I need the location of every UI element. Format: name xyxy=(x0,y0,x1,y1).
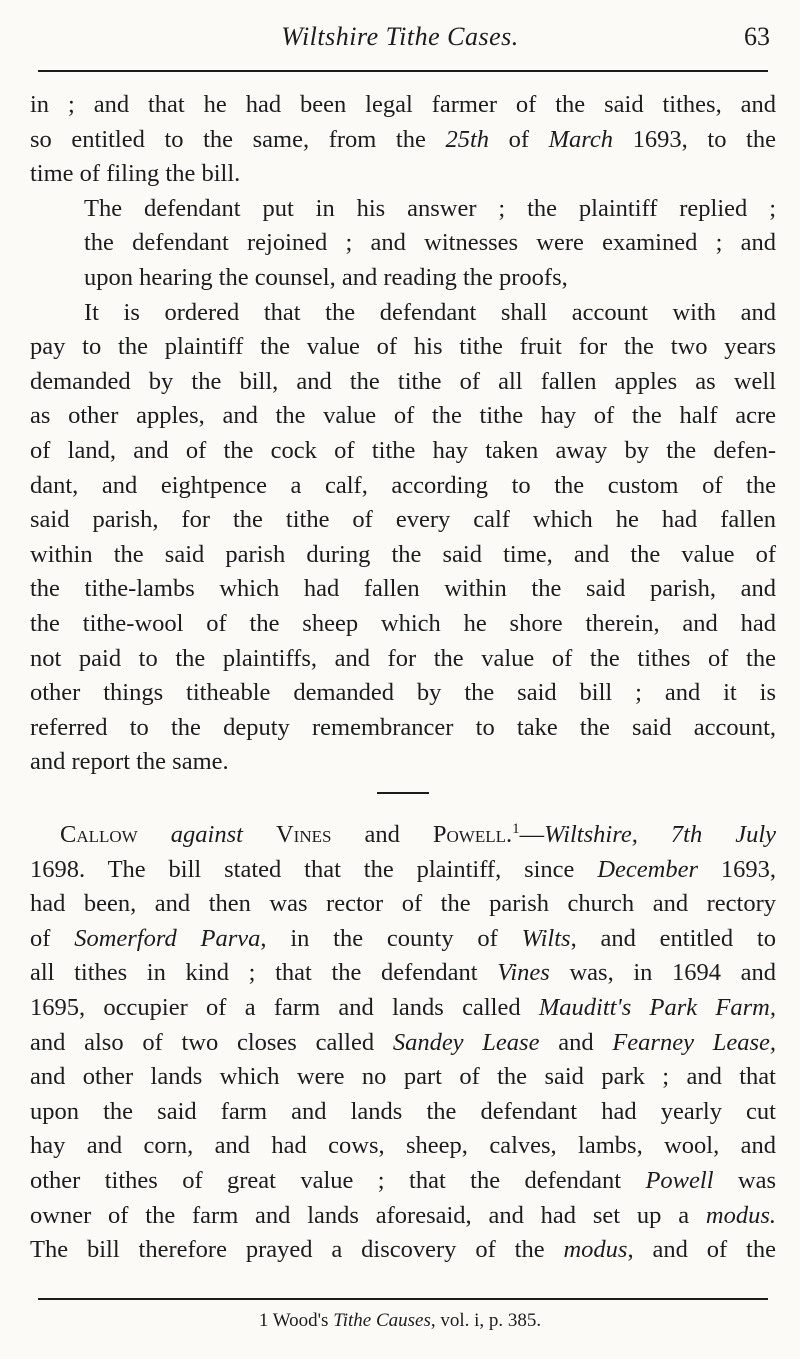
page-number: 63 xyxy=(744,22,770,51)
text-line: had been, and then was rector of the parish church and rectory xyxy=(30,890,776,918)
body-text xyxy=(30,88,776,1268)
case-party: Callow xyxy=(60,821,138,849)
text-line: of land, and of the cock of tithe hay taken away by the defen- xyxy=(30,436,776,464)
case-party: Vines xyxy=(275,821,332,849)
text-line: and also of two closes called Sandey Lease and Fearney Lease, xyxy=(30,1028,776,1056)
text-line: demanded by the bill, and the tithe of all fallen apples as well xyxy=(30,367,776,395)
text-line: dant, and eightpence a calf, according to the custom of the xyxy=(30,471,776,499)
text-line: pay to the plaintiff the value of his tithe fruit for the two years xyxy=(30,333,776,361)
page-header xyxy=(0,18,800,58)
text-line: other things titheable demanded by the said bill ; and it is xyxy=(30,679,776,707)
footnote-rule xyxy=(38,1298,768,1300)
text-line: in ; and that he had been legal farmer of the said tithes, and xyxy=(30,91,776,118)
footnote: 1 Wood's Tithe Causes, vol. i, p. 385. xyxy=(258,1310,542,1331)
text-line: the tithe-lambs which had fallen within the said parish, and xyxy=(30,575,776,603)
text-line: and other lands which were no part of the said park ; and that xyxy=(30,1063,776,1091)
text-line: so entitled to the same, from the 25th of March 1693, to the xyxy=(30,125,776,153)
text-line: The defendant put in his answer ; the plaintiff replied ; xyxy=(84,194,776,222)
paragraph-1 xyxy=(30,88,776,192)
text-line: of Somerford Parva, in the county of Wilts, and entitled to xyxy=(30,924,776,952)
text-line: referred to the deputy remembrancer to take the said account, xyxy=(30,713,776,741)
case-party: Powell. xyxy=(432,821,513,849)
text-line: and report the same. xyxy=(30,748,229,776)
text-line: the tithe-wool of the sheep which he shore therein, and had xyxy=(30,609,776,637)
text-line: It is ordered that the defendant shall account with and xyxy=(84,298,776,326)
running-title: Wiltshire Tithe Cases. xyxy=(281,22,519,51)
paragraph-4 xyxy=(30,812,776,1268)
text-line: said parish, for the tithe of every calf which he had fallen xyxy=(30,506,776,534)
footnote-number: 1 xyxy=(258,1310,269,1331)
text-line: the defendant rejoined ; and witnesses were examined ; and xyxy=(84,229,776,257)
text-line: upon hearing the counsel, and reading the proofs, xyxy=(84,263,568,291)
footnote-marker: 1 xyxy=(512,820,520,837)
header-rule xyxy=(38,70,768,72)
text-line: The bill therefore prayed a discovery of the modus, and of the xyxy=(30,1236,776,1264)
case-heading-line: Callow against Vines and Powell.$^1$—Wiltshire, 7th July xyxy=(60,820,777,849)
footnote-title: Tithe Causes xyxy=(333,1310,431,1331)
text-line: 1695, occupier of a farm and lands called Mauditt's Park Farm, xyxy=(30,994,776,1021)
text-line: owner of the farm and lands aforesaid, and had set up a modus. xyxy=(30,1201,776,1229)
text-line: all tithes in kind ; that the defendant Vines was, in 1694 and xyxy=(30,959,776,987)
text-line: other tithes of great value ; that the defendant Powell was xyxy=(30,1166,776,1194)
text-line: hay and corn, and had cows, sheep, calves, lambs, wool, and xyxy=(30,1132,776,1160)
text-line: 1698. The bill stated that the plaintiff, since December 1693, xyxy=(30,855,776,883)
text-line: upon the said farm and lands the defendant had yearly cut xyxy=(30,1097,776,1125)
text-line: time of filing the bill. xyxy=(30,160,241,188)
paragraph-3 xyxy=(30,296,776,780)
text-line: as other apples, and the value of the tithe hay of the half acre xyxy=(30,402,776,430)
text-line: within the said parish during the said time, and the value of xyxy=(30,540,776,568)
section-separator xyxy=(377,792,429,794)
text-line: not paid to the plaintiffs, and for the value of the tithes of the xyxy=(30,644,776,672)
paragraph-2 xyxy=(30,192,776,296)
